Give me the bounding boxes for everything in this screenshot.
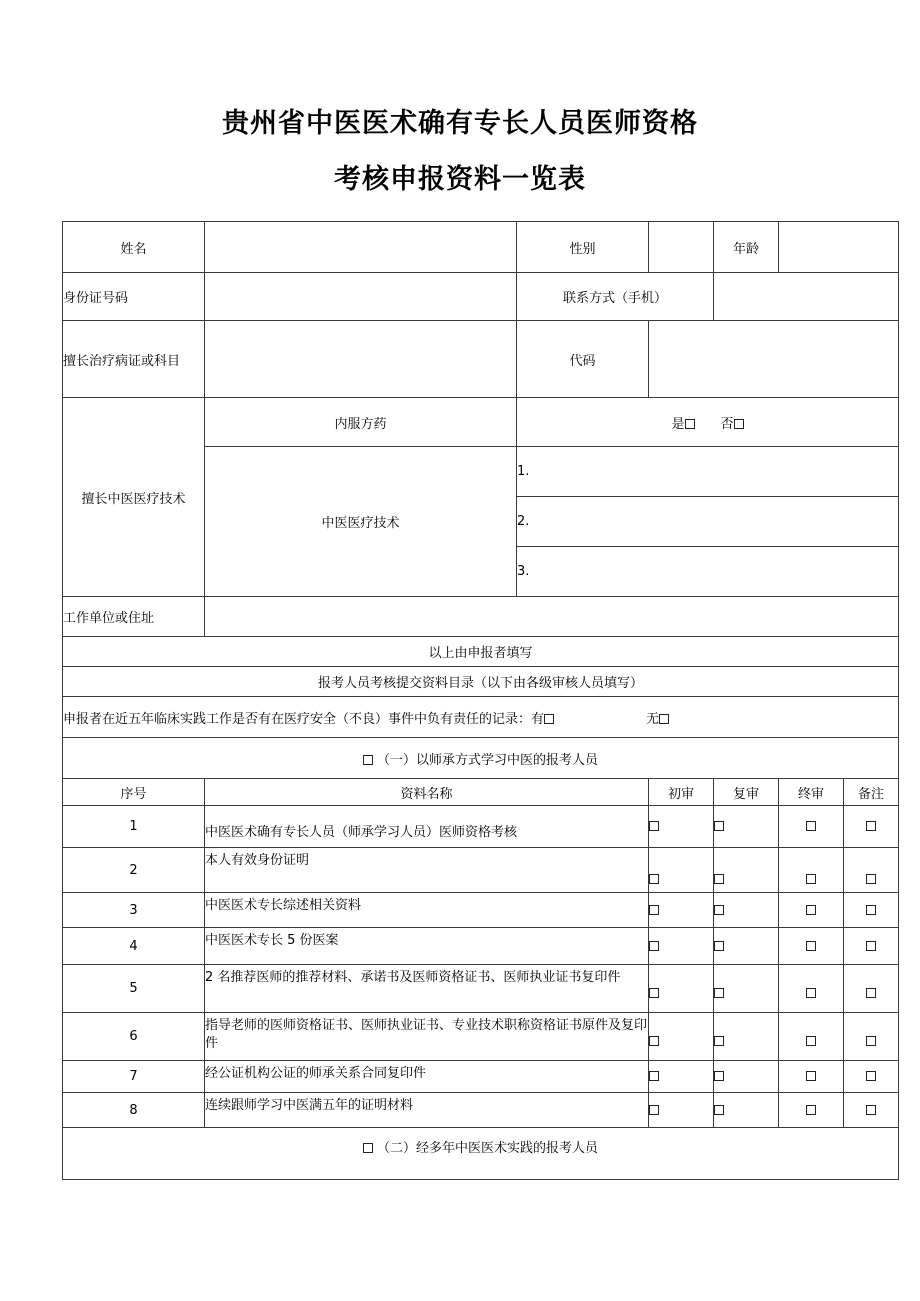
- field-code-value[interactable]: [649, 321, 899, 398]
- table-row: [63, 1013, 899, 1061]
- checkbox-初审[interactable]: [649, 874, 659, 884]
- checkbox-category-two[interactable]: [363, 1143, 373, 1153]
- checkbox-备注[interactable]: [866, 1105, 876, 1115]
- row-specialty-code: [63, 321, 899, 398]
- cell-复审[interactable]: [714, 965, 779, 1013]
- checkbox-初审[interactable]: [649, 988, 659, 998]
- checkbox-终审[interactable]: [806, 988, 816, 998]
- row-checklist-header: [63, 779, 899, 806]
- cell-备注[interactable]: [844, 806, 899, 848]
- field-tech-item-2[interactable]: 2.: [517, 497, 899, 547]
- field-workplace-value[interactable]: [205, 597, 899, 637]
- checkbox-备注[interactable]: [866, 988, 876, 998]
- checkbox-终审[interactable]: [806, 941, 816, 951]
- cell-复审[interactable]: [714, 1093, 779, 1128]
- checkbox-初审[interactable]: [649, 1105, 659, 1115]
- table-row: [63, 1061, 899, 1093]
- cell-复审[interactable]: [714, 806, 779, 848]
- label-name: 姓名: [63, 222, 205, 273]
- header-序号: 序号: [63, 779, 205, 806]
- cell-备注[interactable]: [844, 965, 899, 1013]
- checkbox-初审[interactable]: [649, 1036, 659, 1046]
- row-number: 4: [63, 928, 205, 965]
- safety-has-label: 有: [531, 711, 545, 727]
- header-终审: 终审: [779, 779, 844, 806]
- cell-初审[interactable]: [649, 893, 714, 928]
- row-material-name: 中医医术专长综述相关资料: [205, 893, 649, 928]
- row-number: 8: [63, 1093, 205, 1128]
- checkbox-备注[interactable]: [866, 821, 876, 831]
- row-material-name: 本人有效身份证明: [205, 848, 649, 893]
- cell-终审[interactable]: [779, 928, 844, 965]
- checkbox-备注[interactable]: [866, 1036, 876, 1046]
- cell-复审[interactable]: [714, 1061, 779, 1093]
- row-workplace: [63, 597, 899, 637]
- label-id-number: 身份证号码: [63, 273, 205, 321]
- note-filled-by-applicant: 以上由申报者填写: [63, 637, 899, 667]
- oral-no-label: 否: [720, 416, 734, 432]
- row-material-name: 中医医术确有专长人员（师承学习人员）医师资格考核: [205, 806, 649, 848]
- cell-初审[interactable]: [649, 848, 714, 893]
- cell-终审[interactable]: [779, 1013, 844, 1061]
- label-gender: 性别: [517, 222, 649, 273]
- row-number: 1: [63, 806, 205, 848]
- cell-初审[interactable]: [649, 806, 714, 848]
- row-material-name: 连续跟师学习中医满五年的证明材料: [205, 1093, 649, 1128]
- checkbox-初审[interactable]: [649, 905, 659, 915]
- label-age: 年龄: [714, 222, 779, 273]
- cell-备注[interactable]: [844, 1093, 899, 1128]
- row-materials-directory: [63, 667, 899, 697]
- field-gender-value[interactable]: [649, 222, 714, 273]
- checkbox-初审[interactable]: [649, 941, 659, 951]
- header-备注: 备注: [844, 779, 899, 806]
- checkbox-备注[interactable]: [866, 874, 876, 884]
- label-tcm-technique: 中医医疗技术: [205, 447, 517, 597]
- row-filled-by-applicant: [63, 637, 899, 667]
- checkbox-终审[interactable]: [806, 821, 816, 831]
- document-title: [0, 96, 920, 208]
- cell-复审[interactable]: [714, 1013, 779, 1061]
- cell-终审[interactable]: [779, 1093, 844, 1128]
- safety-none-label: 无: [646, 711, 660, 727]
- row-category-two: [63, 1128, 899, 1180]
- header-初审: 初审: [649, 779, 714, 806]
- table-row: [63, 806, 899, 848]
- checkbox-oral-no[interactable]: [734, 419, 744, 429]
- cell-复审[interactable]: [714, 928, 779, 965]
- cell-终审[interactable]: [779, 893, 844, 928]
- row-material-name: 经公证机构公证的师承关系合同复印件: [205, 1061, 649, 1093]
- field-id-value[interactable]: [205, 273, 517, 321]
- row-material-name: 中医医术专长 5 份医案: [205, 928, 649, 965]
- title-line-2: 考核申报资料一览表: [334, 164, 586, 195]
- row-oral-medicine: [63, 398, 899, 447]
- checkbox-复审[interactable]: [714, 988, 724, 998]
- row-name: [63, 222, 899, 273]
- category-one-heading: [63, 738, 899, 779]
- cell-复审[interactable]: [714, 848, 779, 893]
- row-id-contact: [63, 273, 899, 321]
- cell-初审[interactable]: [649, 928, 714, 965]
- cell-初审[interactable]: [649, 1061, 714, 1093]
- safety-record-statement: [63, 697, 899, 738]
- application-form-table: [62, 221, 899, 1180]
- checkbox-category-one[interactable]: [363, 755, 373, 765]
- field-tech-item-3[interactable]: 3.: [517, 547, 899, 597]
- checkbox-safety-has[interactable]: [544, 714, 554, 724]
- header-复审: 复审: [714, 779, 779, 806]
- checkbox-复审[interactable]: [714, 941, 724, 951]
- row-material-name: 2 名推荐医师的推荐材料、承诺书及医师资格证书、医师执业证书复印件: [205, 965, 649, 1013]
- cell-终审[interactable]: [779, 1061, 844, 1093]
- checkbox-复审[interactable]: [714, 905, 724, 915]
- checkbox-初审[interactable]: [649, 1071, 659, 1081]
- row-number: 3: [63, 893, 205, 928]
- oral-yes-label: 是: [671, 416, 685, 432]
- table-row: [63, 965, 899, 1013]
- row-number: 2: [63, 848, 205, 893]
- cell-终审[interactable]: [779, 965, 844, 1013]
- checkbox-备注[interactable]: [866, 1071, 876, 1081]
- field-age-value[interactable]: [779, 222, 899, 273]
- category-one-label: （一）以师承方式学习中医的报考人员: [377, 752, 599, 768]
- checkbox-终审[interactable]: [806, 874, 816, 884]
- label-oral-medicine: 内服方药: [205, 398, 517, 447]
- table-row: [63, 893, 899, 928]
- checkbox-终审[interactable]: [806, 1071, 816, 1081]
- note-materials-directory: 报考人员考核提交资料目录（以下由各级审核人员填写）: [63, 667, 899, 697]
- label-specialty: 擅长治疗病证或科目: [63, 321, 205, 398]
- row-number: 7: [63, 1061, 205, 1093]
- label-contact: 联系方式（手机）: [517, 273, 714, 321]
- cell-备注[interactable]: [844, 1013, 899, 1061]
- cell-初审[interactable]: [649, 965, 714, 1013]
- cell-复审[interactable]: [714, 893, 779, 928]
- cell-终审[interactable]: [779, 806, 844, 848]
- category-two-label: （二）经多年中医医术实践的报考人员: [377, 1141, 599, 1156]
- row-number: 5: [63, 965, 205, 1013]
- cell-初审[interactable]: [649, 1093, 714, 1128]
- field-contact-value[interactable]: [714, 273, 899, 321]
- checkbox-oral-yes[interactable]: [685, 419, 695, 429]
- table-row: [63, 1093, 899, 1128]
- checkbox-复审[interactable]: [714, 821, 724, 831]
- checkbox-备注[interactable]: [866, 941, 876, 951]
- table-row: [63, 848, 899, 893]
- checkbox-终审[interactable]: [806, 1105, 816, 1115]
- checkbox-备注[interactable]: [866, 905, 876, 915]
- field-tech-item-1[interactable]: 1.: [517, 447, 899, 497]
- cell-终审[interactable]: [779, 848, 844, 893]
- cell-备注[interactable]: [844, 1061, 899, 1093]
- category-two-heading: [63, 1128, 899, 1180]
- header-资料名称: 资料名称: [205, 779, 649, 806]
- row-material-name: 指导老师的医师资格证书、医师执业证书、专业技术职称资格证书原件及复印件: [205, 1013, 649, 1061]
- field-name-value[interactable]: [205, 222, 517, 273]
- row-safety-record: [63, 697, 899, 738]
- checkbox-复审[interactable]: [714, 1071, 724, 1081]
- checkbox-初审[interactable]: [649, 821, 659, 831]
- cell-备注[interactable]: [844, 848, 899, 893]
- checkbox-复审[interactable]: [714, 874, 724, 884]
- row-number: 6: [63, 1013, 205, 1061]
- checkbox-safety-none[interactable]: [659, 714, 669, 724]
- label-workplace: 工作单位或住址: [63, 597, 205, 637]
- label-tcm-tech-group: 擅长中医医疗技术: [63, 398, 205, 597]
- field-specialty-value[interactable]: [205, 321, 517, 398]
- checkbox-终审[interactable]: [806, 1036, 816, 1046]
- cell-备注[interactable]: [844, 893, 899, 928]
- safety-record-text: 申报者在近五年临床实践工作是否有在医疗安全（不良）事件中负有责任的记录：: [63, 711, 532, 727]
- title-line-1: 贵州省中医医术确有专长人员医师资格: [222, 108, 698, 139]
- cell-初审[interactable]: [649, 1013, 714, 1061]
- label-code: 代码: [517, 321, 649, 398]
- cell-备注[interactable]: [844, 928, 899, 965]
- row-category-one: [63, 738, 899, 779]
- oral-medicine-choice: [517, 398, 899, 447]
- checkbox-终审[interactable]: [806, 905, 816, 915]
- table-row: [63, 928, 899, 965]
- checkbox-复审[interactable]: [714, 1036, 724, 1046]
- checkbox-复审[interactable]: [714, 1105, 724, 1115]
